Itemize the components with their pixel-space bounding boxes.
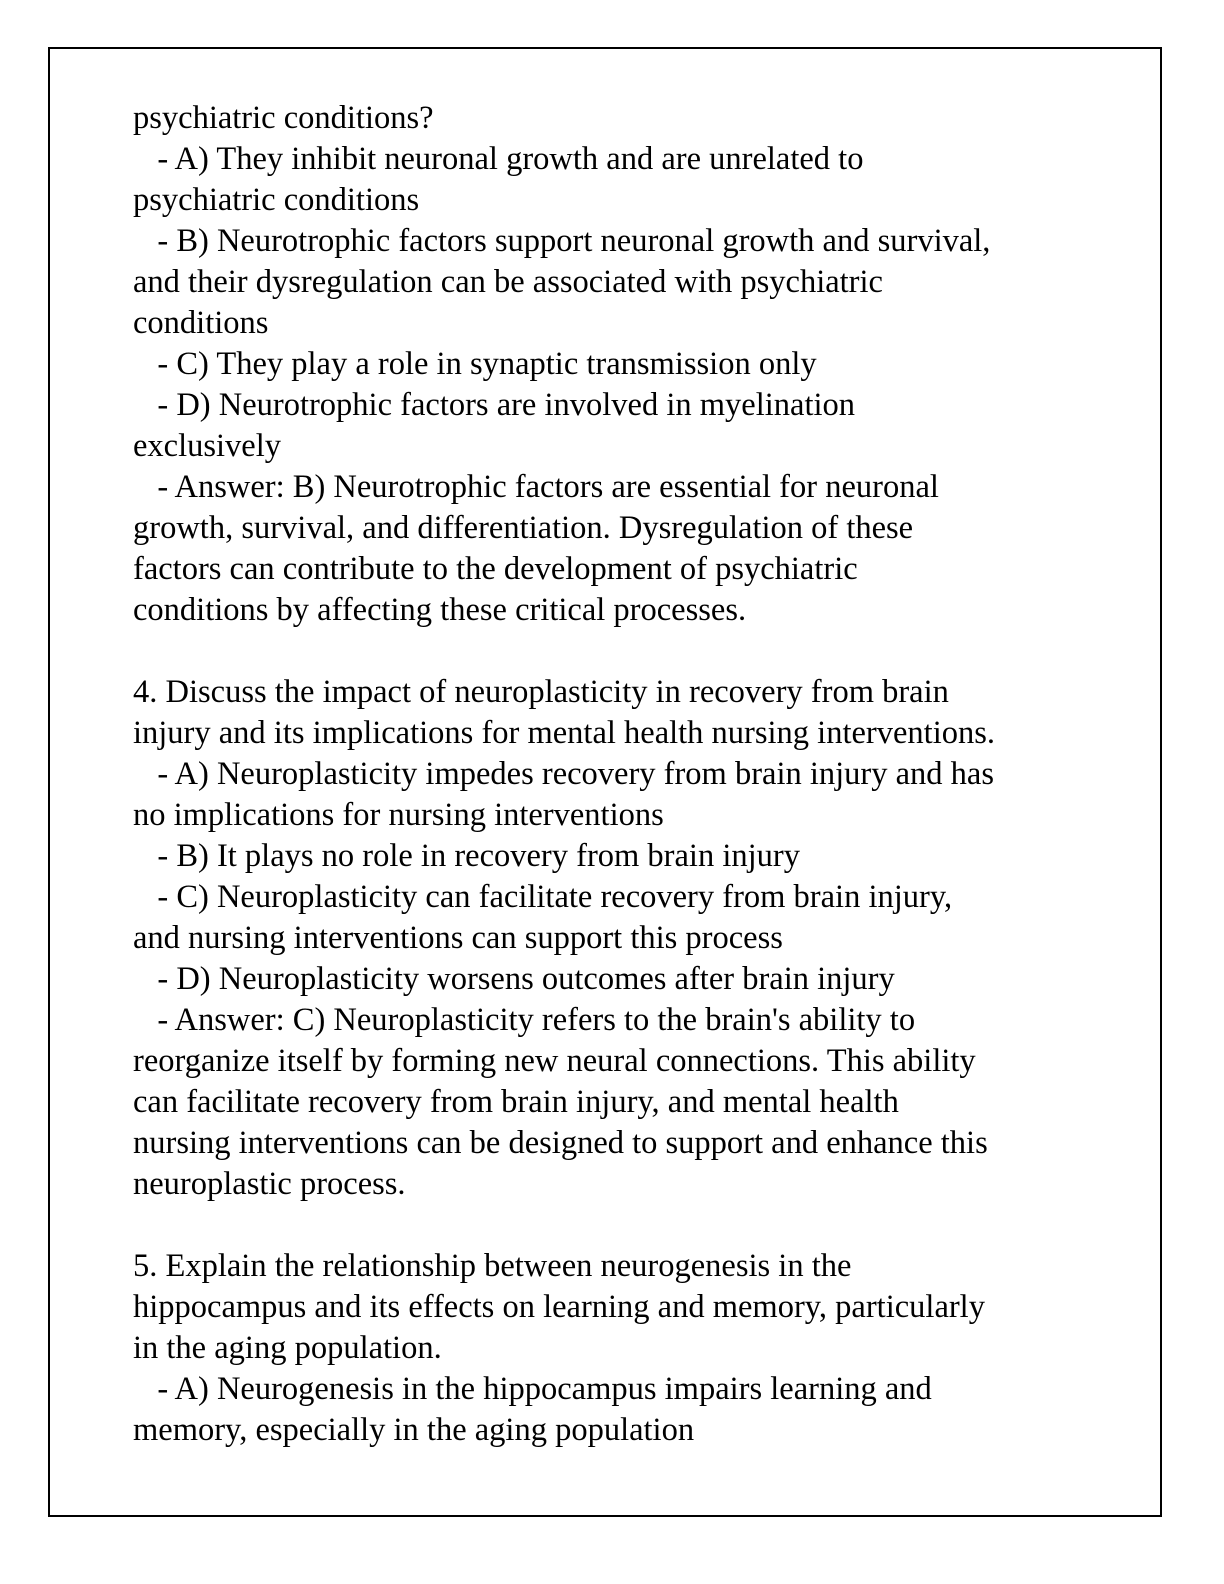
text-line: and nursing interventions can support this process [133, 920, 783, 956]
text-line: neuroplastic process. [133, 1166, 406, 1202]
answer: - Answer: B) Neurotrophic factors are essential for neuronal [133, 469, 939, 505]
text-line: growth, survival, and differentiation. Dysregulation of these [133, 510, 914, 546]
text-line: hippocampus and its effects on learning and memory, particularly [133, 1289, 985, 1325]
text-line: exclusively [133, 428, 282, 464]
text-line: reorganize itself by forming new neural connections. This ability [133, 1043, 976, 1079]
text-line: nursing interventions can be designed to support and enhance this [133, 1125, 988, 1161]
option-a: - A) They inhibit neuronal growth and are unrelated to [133, 141, 864, 177]
option-a: - A) Neuroplasticity impedes recovery from brain injury and has [133, 756, 994, 792]
text-line: and their dysregulation can be associated with psychiatric [133, 264, 883, 300]
option-a: - A) Neurogenesis in the hippocampus impairs learning and [133, 1371, 932, 1407]
text-line: psychiatric conditions? [133, 100, 434, 136]
answer: - Answer: C) Neuroplasticity refers to the brain's ability to [133, 1002, 916, 1038]
option-c: - C) They play a role in synaptic transmission only [133, 346, 817, 382]
option-c: - C) Neuroplasticity can facilitate recovery from brain injury, [133, 879, 953, 915]
text-line: psychiatric conditions [133, 182, 420, 218]
option-d: - D) Neurotrophic factors are involved in myelination [133, 387, 855, 423]
option-b: - B) It plays no role in recovery from brain injury [133, 838, 800, 874]
paragraph-spacer [133, 1205, 1113, 1246]
question-5-prompt: 5. Explain the relationship between neurogenesis in the [133, 1248, 852, 1284]
question-4 [133, 672, 1113, 1205]
question-4-prompt: 4. Discuss the impact of neuroplasticity in recovery from brain [133, 674, 949, 710]
question-5 [133, 1246, 1113, 1451]
option-d: - D) Neuroplasticity worsens outcomes after brain injury [133, 961, 895, 997]
text-line: memory, especially in the aging population [133, 1412, 695, 1448]
text-line: conditions by affecting these critical processes. [133, 592, 747, 628]
text-line: conditions [133, 305, 269, 341]
question-3-continuation [133, 98, 1113, 631]
text-line: in the aging population. [133, 1330, 442, 1366]
paragraph-spacer [133, 631, 1113, 672]
document-body [133, 98, 1113, 1451]
text-line: factors can contribute to the development of psychiatric [133, 551, 858, 587]
text-line: no implications for nursing interventions [133, 797, 664, 833]
text-line: can facilitate recovery from brain injury, and mental health [133, 1084, 899, 1120]
text-line: injury and its implications for mental health nursing interventions. [133, 715, 995, 751]
option-b: - B) Neurotrophic factors support neuronal growth and survival, [133, 223, 991, 259]
